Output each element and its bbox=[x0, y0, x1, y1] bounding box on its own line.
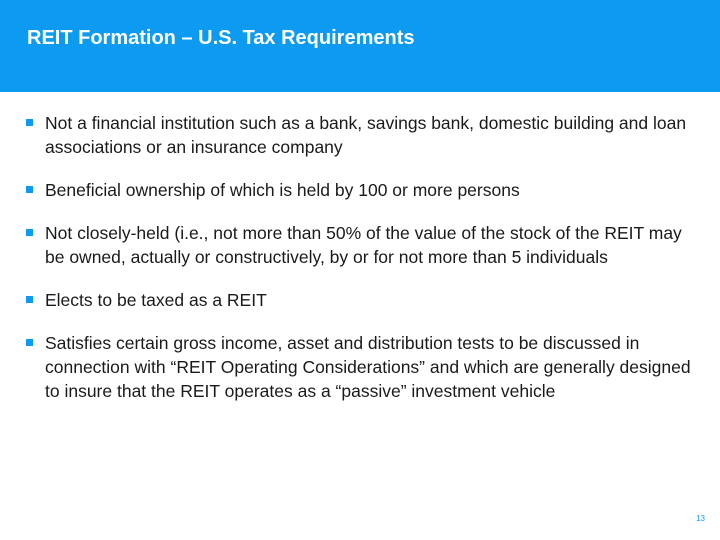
title-bar bbox=[0, 0, 720, 92]
bullet-item bbox=[26, 111, 696, 159]
bullet-text: Satisfies certain gross income, asset and distribution tests to be discussed in connection with “REIT Operating Considerations” and which are generally designed to insure that the REIT operates as a “passive” investment vehicle bbox=[45, 333, 691, 401]
bullet-list bbox=[26, 111, 696, 422]
square-bullet-icon bbox=[26, 339, 33, 346]
slide-title: REIT Formation – U.S. Tax Requirements bbox=[27, 27, 415, 49]
bullet-text: Beneficial ownership of which is held by 100 or more persons bbox=[45, 180, 520, 200]
page-number: 13 bbox=[696, 514, 705, 523]
bullet-item bbox=[26, 331, 696, 403]
bullet-item bbox=[26, 178, 696, 202]
square-bullet-icon bbox=[26, 296, 33, 303]
bullet-text: Elects to be taxed as a REIT bbox=[45, 290, 267, 310]
square-bullet-icon bbox=[26, 229, 33, 236]
bullet-item bbox=[26, 221, 696, 269]
square-bullet-icon bbox=[26, 186, 33, 193]
bullet-item bbox=[26, 288, 696, 312]
square-bullet-icon bbox=[26, 119, 33, 126]
bullet-text: Not closely-held (i.e., not more than 50% of the value of the stock of the REIT may be owned, actually or constructively, by or for not more than 5 individuals bbox=[45, 223, 682, 267]
bullet-text: Not a financial institution such as a bank, savings bank, domestic building and loan associations or an insurance company bbox=[45, 113, 687, 157]
